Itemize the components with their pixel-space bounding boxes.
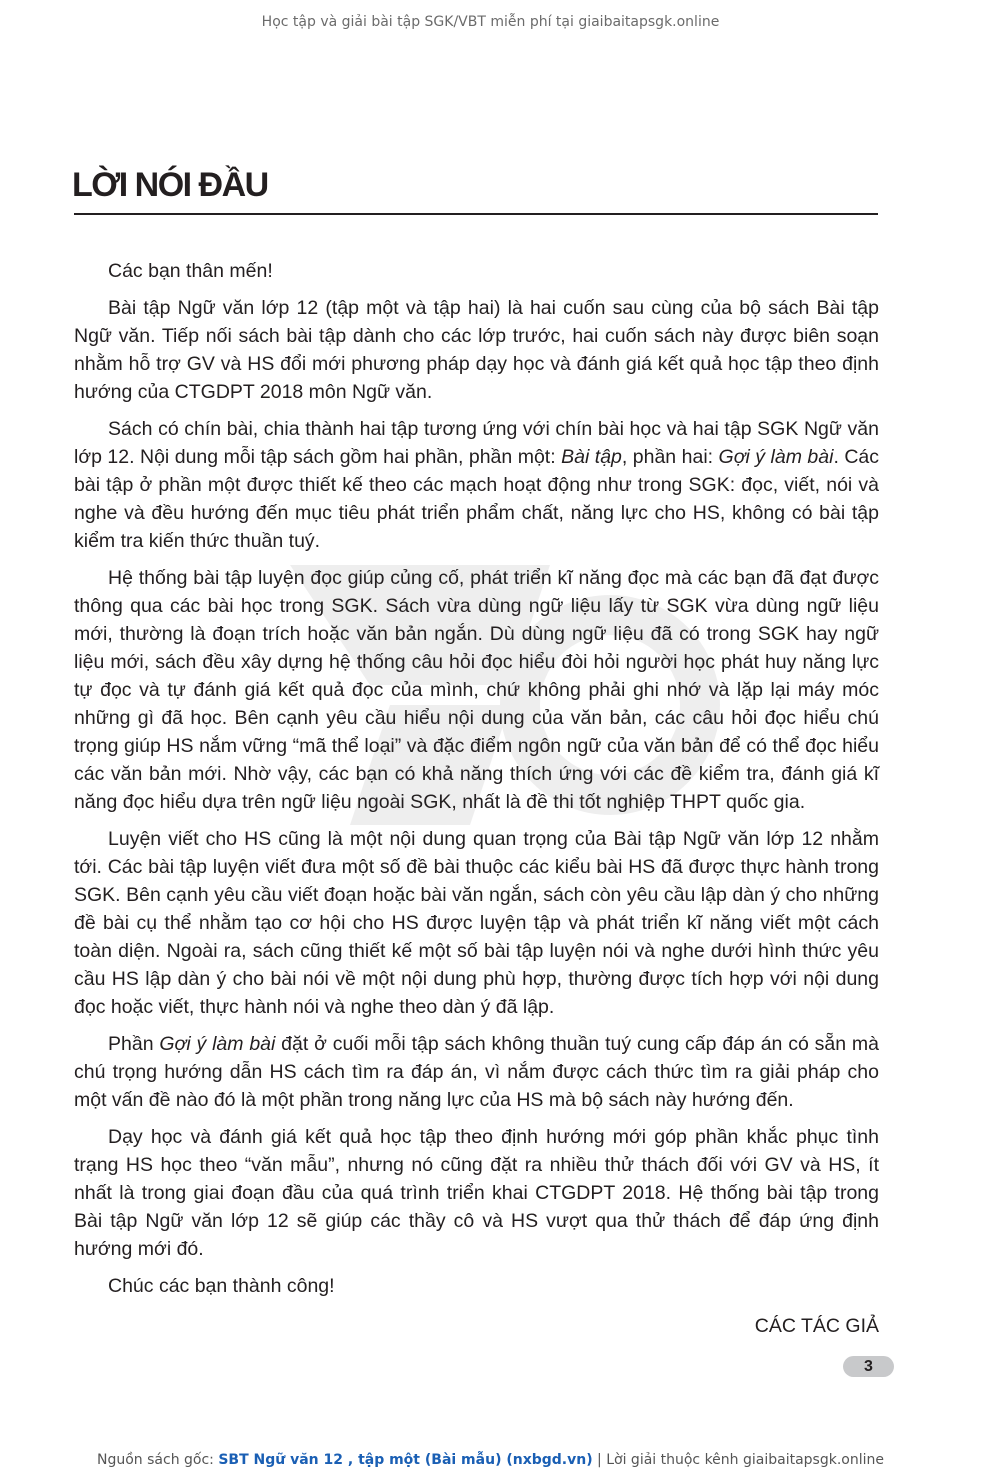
paragraph-text: Sách có chín bài, chia thành hai tập tương ứng với chín bài học và hai tập SGK Ngữ văn lớp 12. Nội dung mỗi tập sách gồm hai phần, phần một: <box>74 418 879 468</box>
page-number: 3 <box>843 1356 894 1377</box>
paragraph-teaching: Dạy học và đánh giá kết quả học tập theo định hướng mới góp phần khắc phục tình trạng HS học theo “văn mẫu”, nhưng nó cũng đặt ra nhiều thử thách đối với GV và HS, ít nhất là trong giai đoạn đầu của quá trình triển khai CTGDPT 2018. Hệ thống bài tập trong Bài tập Ngữ văn lớp 12 sẽ giúp các thầy cô và HS vượt qua thử thách để đáp ứng định hướng mới đó. <box>74 1126 879 1260</box>
italic-term: Bài tập <box>561 446 622 468</box>
title-divider <box>74 213 878 215</box>
paragraph-reading: Hệ thống bài tập luyện đọc giúp củng cố, phát triển kĩ năng đọc mà các bạn đã đạt được thông qua các bài học trong SGK. Sách vừa dùng ngữ liệu lấy từ SGK vừa dùng ngữ liệu mới, thường là đoạn trích hoặc văn bản ngắn. Dù dùng ngữ liệu đã có trong SGK hay ngữ liệu mới, sách đều xây dựng hệ thống câu hỏi đọc hiểu đòi hỏi người học phát huy năng lực tự đọc và tự đánh giá kết quả đọc của mình, chứ không phải ghi nhớ và lặp lại máy móc những gì đã học. Bên cạnh yêu cầu hiểu nội dung của văn bản, các câu hỏi đọc hiểu chú trọng giúp HS nắm vững “mã thể loại” và đặc điểm ngôn ngữ của văn bản để có thể đọc hiểu các văn bản mới. Nhờ vậy, các bạn có khả năng thích ứng với các đề kiểm tra, đánh giá kĩ năng đọc hiểu dựa trên ngữ liệu ngoài SGK, nhất là đề thi tốt nghiệp THPT quốc gia. <box>74 567 879 813</box>
closing-line: Chúc các bạn thành công! <box>108 1275 335 1297</box>
foreword-body <box>74 257 879 1349</box>
footer-suffix: | Lời giải thuộc kênh giaibaitapsgk.online <box>592 1452 884 1468</box>
italic-term: Gợi ý làm bài <box>159 1033 276 1055</box>
author-signature: CÁC TÁC GIẢ <box>754 1315 879 1337</box>
paragraph-text: Phần <box>108 1033 160 1055</box>
paragraph-writing: Luyện viết cho HS cũng là một nội dung quan trọng của Bài tập Ngữ văn lớp 12 nhằm tới. Các bài tập luyện viết đưa một số đề bài thuộc các kiểu bài HS đã được thực hành trong SGK. Bên cạnh yêu cầu viết đoạn hoặc bài văn ngắn, sách còn yêu cầu lập dàn ý cho những đề bài cụ thể nhằm tạo cơ hội cho HS được luyện tập và phát triển kĩ năng viết một cách toàn diện. Ngoài ra, sách cũng thiết kế một số bài tập luyện nói và nghe dưới hình thức yêu cầu HS lập dàn ý cho bài nói về một nội dung phù hợp, thường được tích hợp với nội dung đọc hoặc viết, thực hành nói và nghe theo dàn ý đã lập. <box>74 828 879 1018</box>
paragraph-structure <box>74 415 879 555</box>
paragraph-text: đặt ở cuối mỗi tập sách không thuần tuý cung cấp đáp án có sẵn mà chú trọng hướng dẫn HS cách tìm ra đáp án, vì nắm được cách thức tìm ra giải pháp cho một vấn đề nào đó là một phần trong năng lực của HS mà bộ sách này hướng đến. <box>74 1033 879 1111</box>
paragraph-hints <box>74 1030 879 1114</box>
page-footer <box>0 1452 981 1468</box>
source-link[interactable]: SBT Ngữ văn 12 , tập một (Bài mẫu) (nxbgd.vn) <box>218 1452 593 1468</box>
paragraph-text: , phần hai: <box>621 446 719 468</box>
footer-prefix: Nguồn sách gốc: <box>97 1452 219 1468</box>
paragraph-text: . Các bài tập ở phần một được thiết kế theo các mạch hoạt động như trong SGK: đọc, viết, nói và nghe và đều hướng đến mục tiêu phát triển phẩm chất, năng lực cho HS, không có bài tập kiểm tra kiến thức thuần tuý. <box>74 446 880 552</box>
page-header: Học tập và giải bài tập SGK/VBT miễn phí tại giaibaitapsgk.online <box>261 14 720 30</box>
salutation: Các bạn thân mến! <box>108 260 273 282</box>
italic-term: Gợi ý làm bài <box>718 446 834 468</box>
paragraph-intro: Bài tập Ngữ văn lớp 12 (tập một và tập hai) là hai cuốn sau cùng của bộ sách Bài tập Ngữ văn. Tiếp nối sách bài tập dành cho các lớp trước, hai cuốn sách này được biên soạn nhằm hỗ trợ GV và HS đổi mới phương pháp dạy học và đánh giá kết quả học tập theo định hướng của CTGDPT 2018 môn Ngữ văn. <box>74 297 879 403</box>
page-title: LỜI NÓI ĐẦU <box>72 166 268 204</box>
